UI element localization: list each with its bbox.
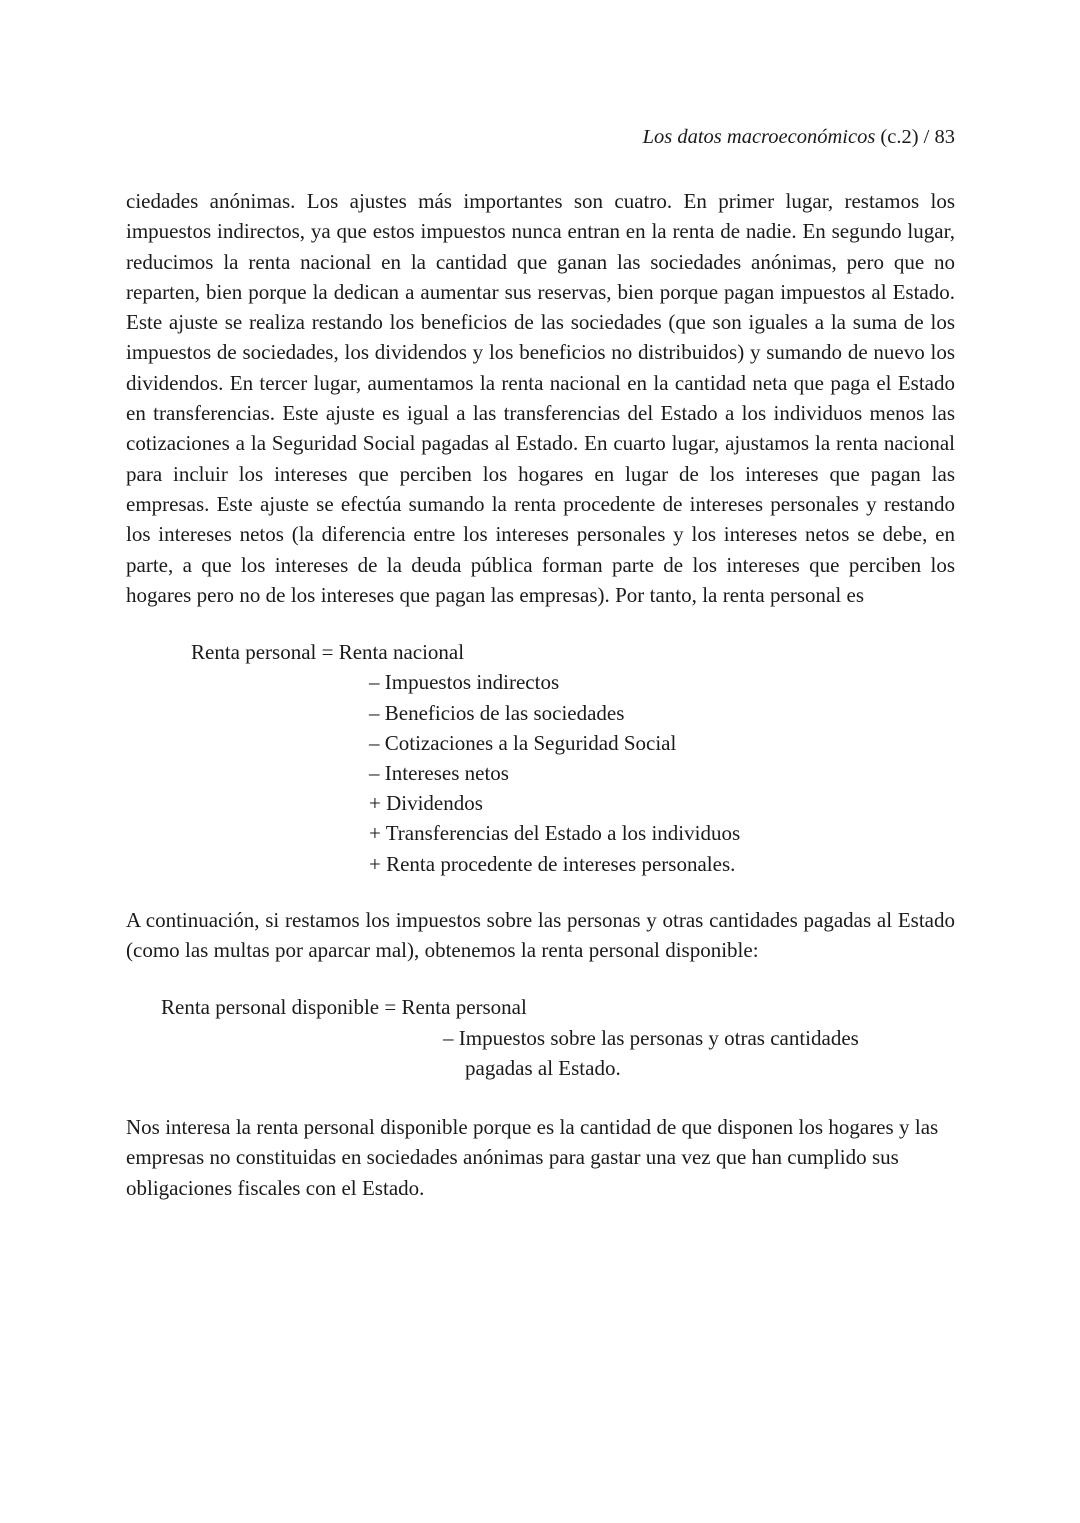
equation-1-term-7: + Renta procedente de intereses personales.	[369, 851, 736, 876]
equation-1-term-3: – Cotizaciones a la Seguridad Social	[369, 730, 677, 755]
text-column	[126, 186, 955, 1203]
equation-renta-personal	[126, 637, 955, 879]
running-header-title: Los datos macroeconómicos	[642, 126, 876, 148]
spacer-before-equation-2	[126, 965, 955, 992]
running-header	[126, 124, 955, 150]
equation-1-term-6: + Transferencias del Estado a los individuos	[369, 821, 741, 846]
paragraph-2: A continuación, si restamos los impuestos sobre las personas y otras cantidades pagadas al Estado (como las multas por aparcar mal), obtenemos la renta personal disponible:	[126, 907, 955, 963]
equation-2-head: Renta personal disponible = Renta personal	[161, 995, 527, 1020]
equation-1-term-1: – Impuestos indirectos	[369, 670, 560, 695]
running-header-folio: (c.2) / 83	[880, 126, 955, 148]
equation-1-head: Renta personal = Renta nacional	[191, 640, 465, 665]
equation-1-term-5: + Dividendos	[369, 791, 483, 816]
equation-1-term-2: – Beneficios de las sociedades	[369, 700, 625, 725]
equation-2-term-1: – Impuestos sobre las personas y otras cantidades	[443, 1025, 859, 1050]
equation-1-term-4: – Intereses netos	[369, 760, 509, 785]
spacer-after-equation-1	[126, 879, 955, 905]
paragraph-3: Nos interesa la renta personal disponible porque es la cantidad de que disponen los hogares y las empresas no constituidas en sociedades anónimas para gastar una vez que han cumplido sus obligaciones fiscales con el Estado.	[126, 1114, 939, 1200]
equation-renta-personal-disponible	[126, 992, 955, 1083]
equation-2-term-1-continuation: pagadas al Estado.	[465, 1055, 621, 1080]
spacer-after-equation-2	[126, 1083, 955, 1112]
paragraph-1: ciedades anónimas. Los ajustes más importantes son cuatro. En primer lugar, restamos los impuestos indirectos, ya que estos impuestos nunca entran en la renta de nadie. En segundo lugar, reducimos la renta nacional en la cantidad que ganan las sociedades anónimas, pero que no reparten, bien porque la dedican a aumentar sus reservas, bien porque pagan impuestos al Estado. Este ajuste se realiza restando los beneficios de las sociedades (que son iguales a la suma de los impuestos de sociedades, los dividendos y los beneficios no distribuidos) y sumando de nuevo los dividendos. En tercer lugar, aumentamos la renta nacional en la cantidad neta que paga el Estado en transferencias. Este ajuste es igual a las transferencias del Estado a los individuos menos las cotizaciones a la Seguridad Social pagadas al Estado. En cuarto lugar, ajustamos la renta nacional para incluir los intereses que perciben los hogares en lugar de los intereses que pagan las empresas. Este ajuste se efectúa sumando la renta procedente de intereses personales y restando los intereses netos (la diferencia entre los intereses personales y los intereses netos se debe, en parte, a que los intereses de la deuda pública forman parte de los intereses que perciben los hogares pero no de los intereses que pagan las empresas). Por tanto, la renta personal es	[126, 189, 955, 607]
spacer-before-equation-1	[126, 610, 955, 637]
